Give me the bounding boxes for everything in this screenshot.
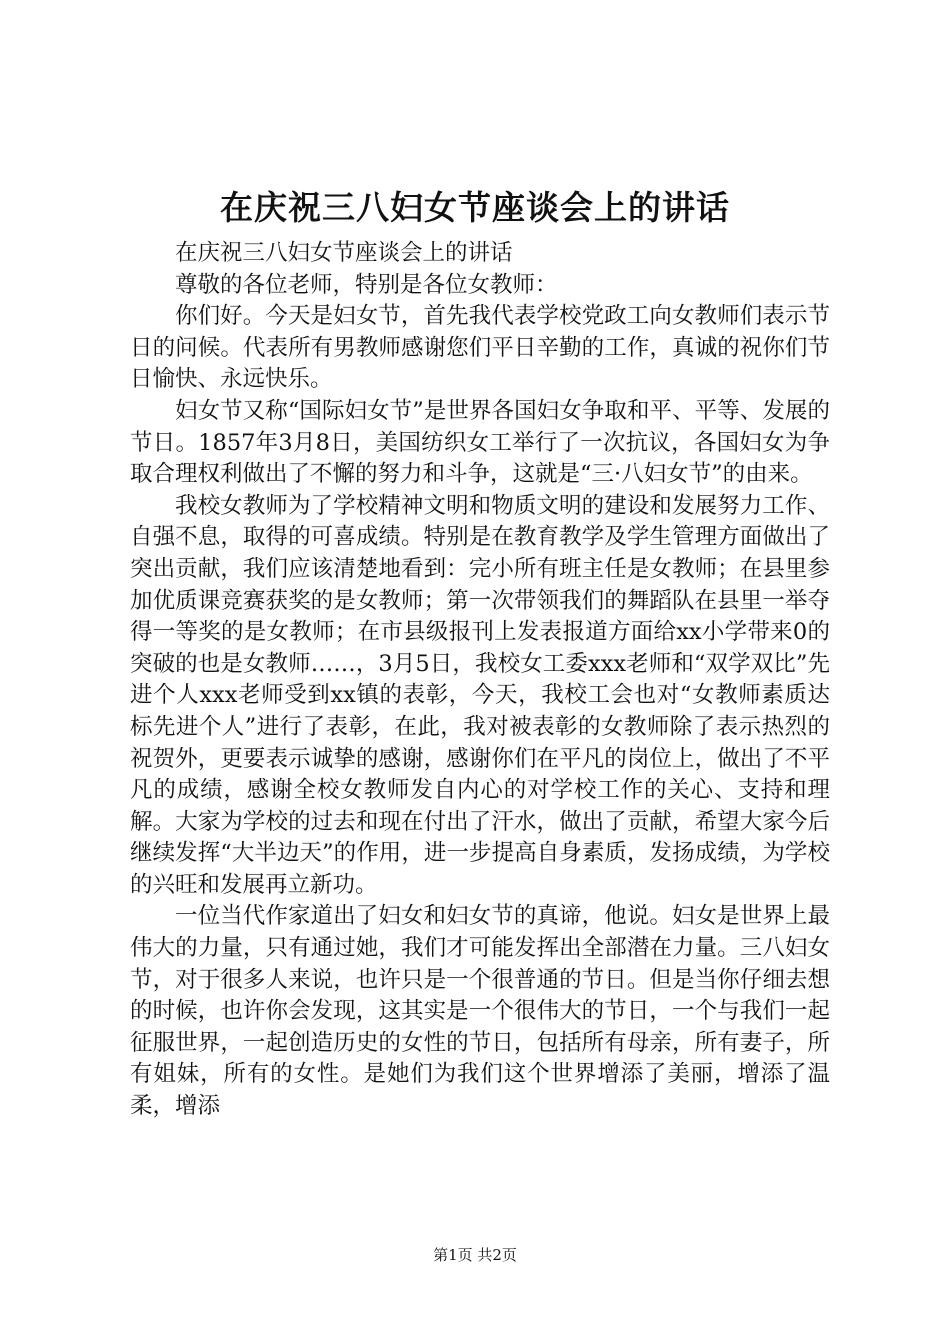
document-title: 在庆祝三八妇女节座谈会上的讲话	[220, 188, 730, 227]
page-footer: 第1页 共2页	[433, 1246, 517, 1264]
body-paragraph: 我校女教师为了学校精神文明和物质文明的建设和发展努力工作、自强不息，取得的可喜成绩。特别是在教育教学及学生管理方面做出了突出贡献，我们应该清楚地看到：完小所有班主任是女教师；在县里参加优质课竞赛获奖的是女教师；第一次带领我们的舞蹈队在县里一举夺得一等奖的是女教师；在市县级报刊上发表报道方面给xx小学带来0的突破的也是女教师……，3月5日，我校女工委xxx老师和“双学双比”先进个人xxx老师受到xx镇的表彰，今天，我校工会也对“女教师素质达标先进个人”进行了表彰，在此，我对被表彰的女教师除了表示热烈的祝贺外，更要表示诚挚的感谢，感谢你们在平凡的岗位上，做出了不平凡的成绩，感谢全校女教师发自内心的对学校工作的关心、支持和理解。大家为学校的过去和现在付出了汗水，做出了贡献，希望大家今后继续发挥“大半边天”的作用，进一步提高自身素质，发扬成绩，为学校的兴旺和发展再立新功。	[130, 492, 830, 898]
salutation-paragraph: 尊敬的各位老师，特别是各位女教师：	[175, 271, 558, 298]
body-paragraph: 妇女节又称“国际妇女节”是世界各国妇女争取和平、平等、发展的节日。1857年3月8日，美国纺织女工举行了一次抗议，各国妇女为争取合理权利做出了不懈的努力和斗争，这就是“三·八妇女节”的由来。	[130, 397, 830, 488]
body-paragraph: 你们好。今天是妇女节，首先我代表学校党政工向女教师们表示节日的问候。代表所有男教师感谢您们平日辛勤的工作，真诚的祝你们节日愉快、永远快乐。	[130, 303, 830, 393]
document-body	[130, 238, 830, 1123]
subtitle-paragraph: 在庆祝三八妇女节座谈会上的讲话	[175, 240, 513, 266]
body-paragraph: 一位当代作家道出了妇女和妇女节的真谛，他说。妇女是世界上最伟大的力量，只有通过她，我们才可能发挥出全部潜在力量。三八妇女节，对于很多人来说，也许只是一个很普通的节日。但是当你仔细去想的时候，也许你会发现，这其实是一个很伟大的节日，一个与我们一起征服世界，一起创造历史的女性的节日，包括所有母亲，所有妻子，所有姐妹，所有的女性。是她们为我们这个世界增添了美丽，增添了温柔，增添	[130, 903, 830, 1120]
